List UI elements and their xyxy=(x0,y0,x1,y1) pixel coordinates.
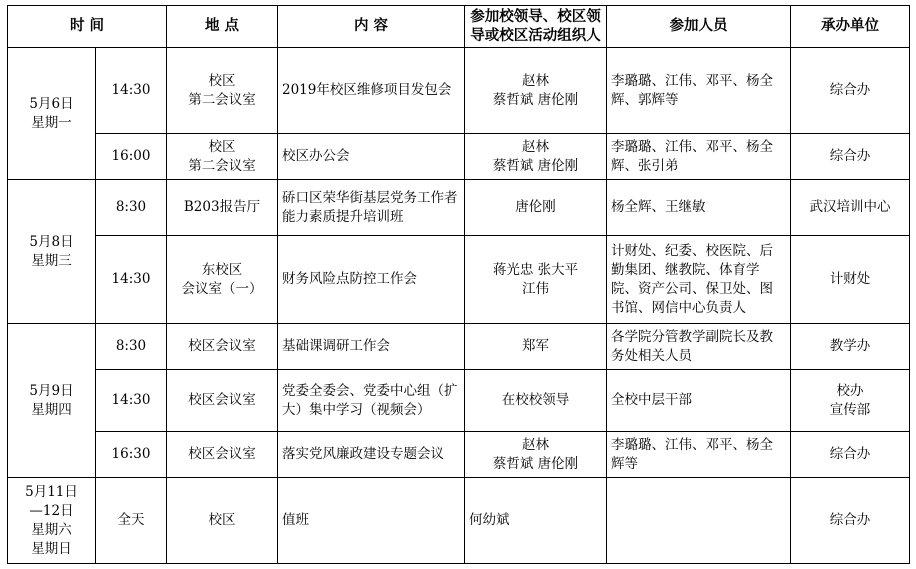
date-cell xyxy=(8,478,96,564)
date-label: 5月6日 xyxy=(29,95,74,112)
location-line: 东校区 xyxy=(201,261,243,278)
location-line: 第二会议室 xyxy=(188,91,256,108)
organizer-cell: 综合办 xyxy=(791,432,910,478)
leaders-cell xyxy=(465,236,607,324)
time-cell: 14:30 xyxy=(96,370,167,432)
content-cell: 党委全委会、党委中心组（扩大）集中学习（视频会） xyxy=(278,370,465,432)
location-cell xyxy=(167,48,278,134)
header-row xyxy=(8,6,910,48)
attendees-cell: 李璐璐、江伟、邓平、杨全辉、郭辉等 xyxy=(607,48,791,134)
content-cell: 2019年校区维修项目发包会 xyxy=(278,48,465,134)
attendees-cell: 杨全辉、王继敏 xyxy=(607,180,791,236)
date-label: —12日 xyxy=(29,502,74,519)
location-cell: 校区会议室 xyxy=(167,370,278,432)
leader-line: 江伟 xyxy=(522,280,549,297)
content-cell: 基础课调研工作会 xyxy=(278,324,465,370)
weekday-label: 星期六 xyxy=(31,521,72,538)
attendees-cell xyxy=(607,478,791,564)
table-row xyxy=(8,432,910,478)
table-row xyxy=(8,370,910,432)
organizer-cell: 综合办 xyxy=(791,478,910,564)
time-cell: 8:30 xyxy=(96,180,167,236)
header-content: 内 容 xyxy=(278,6,465,48)
location-line: 会议室（一） xyxy=(181,280,263,297)
schedule-table xyxy=(7,5,910,564)
header-time: 时 间 xyxy=(8,6,167,48)
leaders-cell: 郑军 xyxy=(465,324,607,370)
organizer-cell: 计财处 xyxy=(791,236,910,324)
attendees-cell: 李璐璐、江伟、邓平、杨全辉等 xyxy=(607,432,791,478)
leaders-cell: 唐伦刚 xyxy=(465,180,607,236)
table-row xyxy=(8,48,910,134)
leader-line: 赵林 xyxy=(522,138,549,155)
attendees-cell: 各学院分管教学副院长及教务处相关人员 xyxy=(607,324,791,370)
leaders-cell xyxy=(465,134,607,180)
location-cell xyxy=(167,134,278,180)
content-cell: 值班 xyxy=(278,478,465,564)
leaders-cell xyxy=(465,432,607,478)
time-cell: 16:00 xyxy=(96,134,167,180)
weekday-label: 星期一 xyxy=(31,114,72,131)
date-cell xyxy=(8,324,96,478)
date-cell xyxy=(8,48,96,180)
location-cell xyxy=(167,236,278,324)
time-cell: 16:30 xyxy=(96,432,167,478)
organizer-cell: 综合办 xyxy=(791,134,910,180)
attendees-cell: 全校中层干部 xyxy=(607,370,791,432)
location-line: 校区 xyxy=(208,72,236,89)
content-cell: 财务风险点防控工作会 xyxy=(278,236,465,324)
leaders-cell: 在校校领导 xyxy=(465,370,607,432)
time-cell: 全天 xyxy=(96,478,167,564)
time-cell: 14:30 xyxy=(96,48,167,134)
date-cell xyxy=(8,180,96,324)
leaders-cell xyxy=(465,48,607,134)
content-cell: 落实党风廉政建设专题会议 xyxy=(278,432,465,478)
leaders-cell: 何幼斌 xyxy=(465,478,607,564)
leader-line: 蔡哲斌 唐伦刚 xyxy=(492,455,579,472)
organizer-line: 宣传部 xyxy=(829,401,871,418)
header-location: 地 点 xyxy=(167,6,278,48)
weekday-label: 星期四 xyxy=(31,401,72,418)
weekday-label: 星期日 xyxy=(31,540,72,557)
leader-line: 蔡哲斌 唐伦刚 xyxy=(492,91,579,108)
attendees-cell: 李璐璐、江伟、邓平、杨全辉、张引弟 xyxy=(607,134,791,180)
location-cell: 校区 xyxy=(167,478,278,564)
header-attendees: 参加人员 xyxy=(607,6,791,48)
time-cell: 8:30 xyxy=(96,324,167,370)
leader-line: 蔡哲斌 唐伦刚 xyxy=(492,157,579,174)
table-row xyxy=(8,134,910,180)
organizer-cell: 武汉培训中心 xyxy=(791,180,910,236)
location-cell: B203报告厅 xyxy=(167,180,278,236)
location-cell: 校区会议室 xyxy=(167,324,278,370)
leader-line: 蒋光忠 张大平 xyxy=(492,261,579,278)
time-cell: 14:30 xyxy=(96,236,167,324)
table-row xyxy=(8,478,910,564)
header-organizer: 承办单位 xyxy=(791,6,910,48)
weekday-label: 星期三 xyxy=(31,252,72,269)
leader-line: 赵林 xyxy=(522,72,549,89)
location-line: 校区 xyxy=(208,138,236,155)
organizer-cell: 教学办 xyxy=(791,324,910,370)
organizer-cell: 综合办 xyxy=(791,48,910,134)
location-cell: 校区会议室 xyxy=(167,432,278,478)
date-label: 5月9日 xyxy=(29,382,74,399)
attendees-cell: 计财处、纪委、校医院、后勤集团、继教院、体育学院、资产公司、保卫处、图书馆、网信中心负责人 xyxy=(607,236,791,324)
date-label: 5月8日 xyxy=(29,233,74,250)
location-line: 第二会议室 xyxy=(188,157,256,174)
table-row xyxy=(8,236,910,324)
leader-line: 赵林 xyxy=(522,436,549,453)
organizer-line: 校办 xyxy=(836,382,864,399)
content-cell: 硚口区荣华街基层党务工作者能力素质提升培训班 xyxy=(278,180,465,236)
organizer-cell xyxy=(791,370,910,432)
table-row xyxy=(8,180,910,236)
content-cell: 校区办公会 xyxy=(278,134,465,180)
table-row xyxy=(8,324,910,370)
date-label: 5月11日 xyxy=(25,483,78,500)
header-leaders: 参加校领导、校区领导或校区活动组织人 xyxy=(465,6,607,48)
